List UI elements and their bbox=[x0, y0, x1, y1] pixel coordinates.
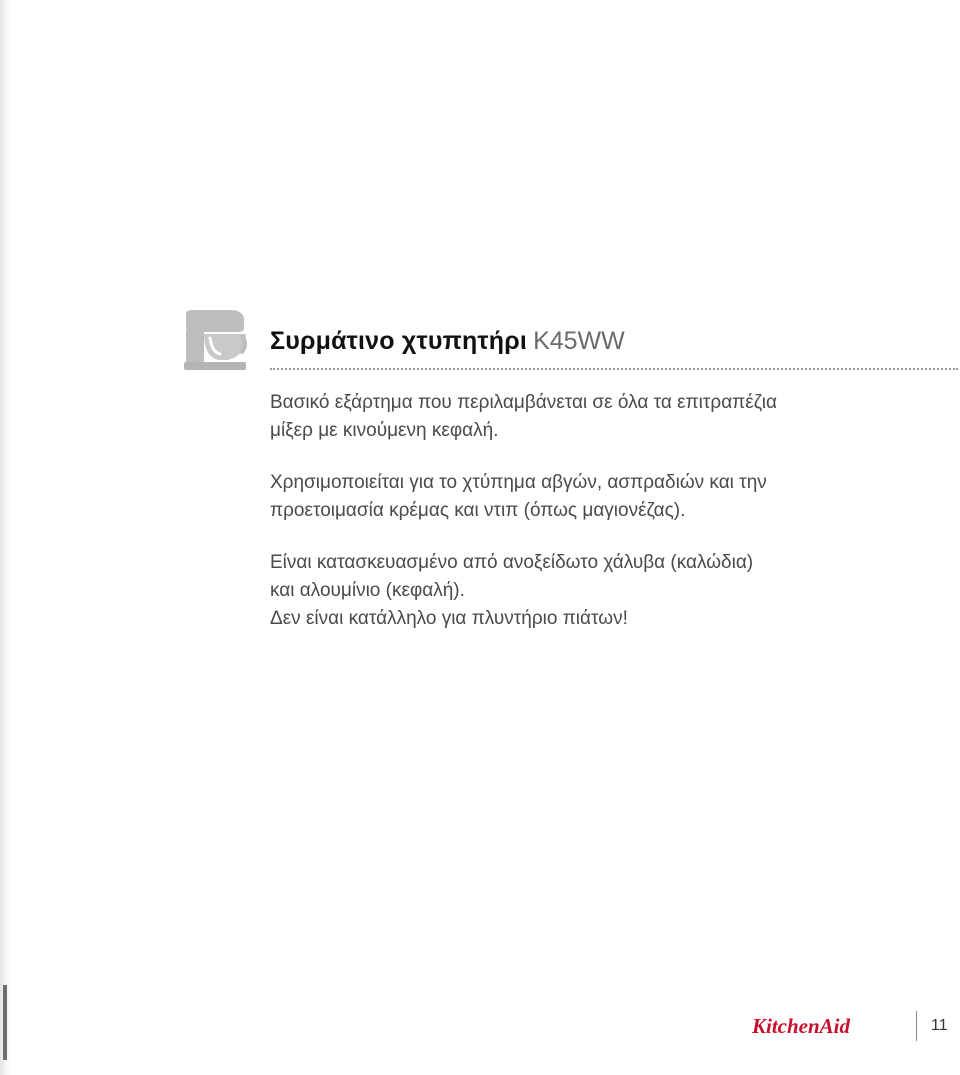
text-line: Δεν είναι κατάλληλο για πλυντήριο πιάτων! bbox=[270, 608, 628, 629]
text-line: προετοιμασία κρέμας και ντιπ (όπως μαγιονέζας). bbox=[270, 500, 686, 521]
section-heading bbox=[270, 327, 625, 356]
footer-divider bbox=[916, 1011, 917, 1041]
page-footer bbox=[752, 1011, 948, 1041]
text-line: Χρησιμοποιείται για το χτύπημα αβγών, ασπραδιών και την bbox=[270, 472, 767, 493]
model-number: K45WW bbox=[533, 327, 625, 355]
page-number: 11 bbox=[931, 1017, 948, 1034]
attachment-title: Συρμάτινο χτυπητήρι bbox=[270, 327, 528, 355]
paragraph-3 bbox=[270, 549, 910, 633]
description bbox=[270, 389, 910, 657]
kitchenaid-logo bbox=[752, 1015, 902, 1037]
text-line: Βασικό εξάρτημα που περιλαμβάνεται σε όλα τα επιτραπέζια bbox=[270, 392, 777, 413]
page-edge-shadow bbox=[0, 0, 12, 1075]
brand-wordmark: KitchenAid bbox=[752, 1015, 851, 1037]
binding-mark bbox=[3, 985, 7, 1060]
text-line: και αλουμίνιο (κεφαλή). bbox=[270, 580, 465, 601]
text-line: Είναι κατασκευασμένο από ανοξείδωτο χάλυβα (καλώδια) bbox=[270, 552, 754, 573]
text-line: μίξερ με κινούμενη κεφαλή. bbox=[270, 420, 499, 441]
dotted-divider bbox=[270, 368, 958, 370]
paragraph-2 bbox=[270, 469, 910, 525]
paragraph-1 bbox=[270, 389, 910, 445]
stand-mixer-icon bbox=[180, 308, 260, 372]
